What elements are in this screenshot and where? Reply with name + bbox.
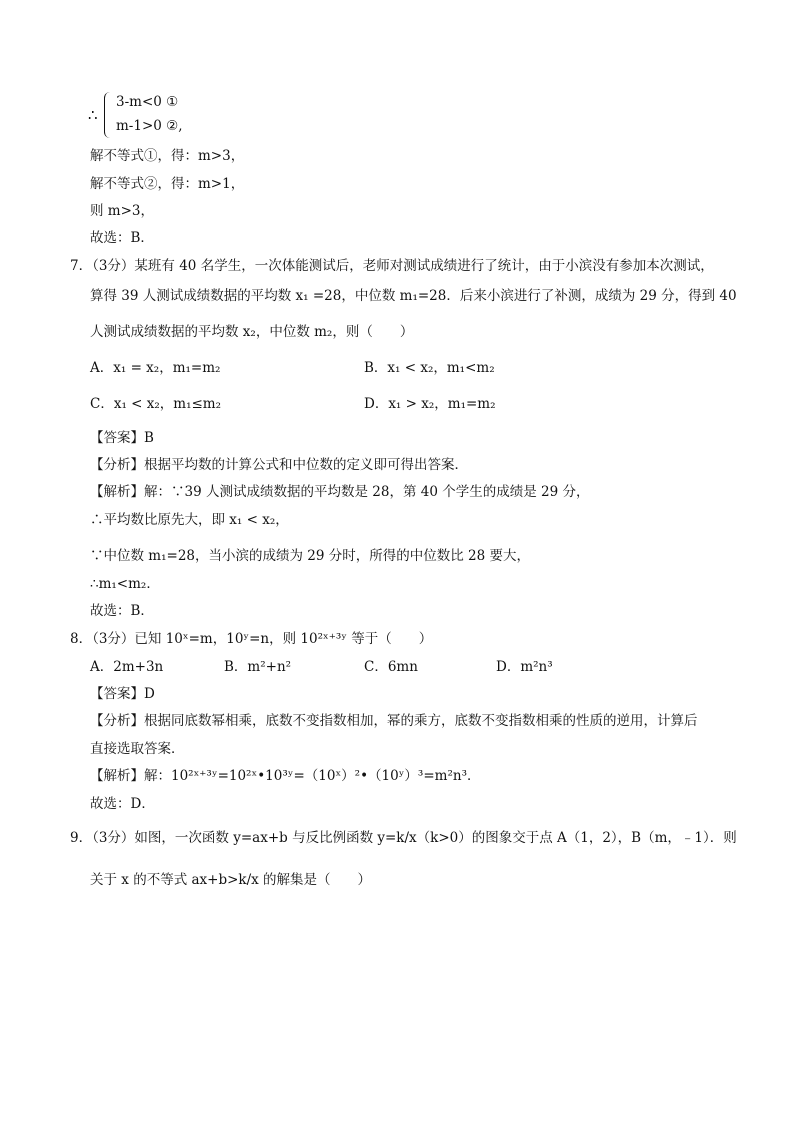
q8-option-b: B．m²+n² (224, 659, 292, 675)
system-inequality-1: 3-m<0 ① (116, 94, 179, 110)
q6-choice: 故选：B． (90, 230, 154, 246)
q8-analysis-1: 【分析】根据同底数幂相乘，底数不变指数相加，幂的乘方，底数不变指数相乘的性质的逆用，计算后 (90, 713, 698, 729)
q7-option-a: A．x₁ = x₂，m₁=m₂ (90, 360, 221, 376)
q8-option-d: D．m²n³ (496, 659, 553, 675)
q8-answer: 【答案】D (90, 686, 155, 702)
q6-step-3: 则 m>3， (90, 203, 154, 219)
q7-solution-2: ∴平均数比原先大，即 x₁ < x₂， (90, 512, 289, 528)
q8-analysis-2: 直接选取答案． (90, 741, 185, 757)
q7-solution-3: ∵中位数 m₁=28，当小滨的成绩为 29 分时，所得的中位数比 28 要大， (90, 548, 531, 564)
q6-step-1: 解不等式①，得：m>3， (90, 148, 245, 164)
q8-option-c: C．6mn (364, 659, 418, 675)
q8-choice: 故选：D． (90, 796, 155, 812)
q9-stem-line-2: 关于 x 的不等式 ax+b>k/x 的解集是（ ） (90, 872, 372, 888)
q7-stem-line-2: 算得 39 人测试成绩数据的平均数 x₁ =28，中位数 m₁=28．后来小滨进行了补测，成绩为 29 分，得到 40 (90, 288, 737, 304)
system-brace (104, 92, 113, 138)
q7-option-c: C．x₁ < x₂，m₁≤m₂ (90, 396, 222, 412)
q8-stem: 8．（3分）已知 10ˣ=m，10ʸ=n，则 10²ˣ⁺³ʸ 等于（ ） (70, 631, 433, 647)
q7-solution-1: 【解析】解：∵39 人测试成绩数据的平均数是 28，第 40 个学生的成绩是 29 分， (90, 484, 590, 500)
q8-option-a: A．2m+3n (90, 659, 164, 675)
therefore-symbol: ∴ (88, 106, 98, 124)
q6-step-2: 解不等式②，得：m>1， (90, 176, 245, 192)
q7-option-b: B．x₁ < x₂，m₁<m₂ (364, 360, 495, 376)
q7-solution-4: ∴m₁<m₂． (90, 576, 160, 592)
q7-stem-line-1: 7．（3分）某班有 40 名学生，一次体能测试后，老师对测试成绩进行了统计，由于小滨没有参加本次测试， (70, 258, 714, 274)
q7-analysis: 【分析】根据平均数的计算公式和中位数的定义即可得出答案． (90, 457, 468, 473)
q7-answer: 【答案】B (90, 430, 154, 446)
q7-choice: 故选：B． (90, 603, 154, 619)
q7-stem-line-3: 人测试成绩数据的平均数 x₂，中位数 m₂，则（ ） (90, 324, 414, 340)
q7-option-d: D．x₁ > x₂，m₁=m₂ (364, 396, 496, 412)
q8-solution: 【解析】解：10²ˣ⁺³ʸ=10²ˣ•10³ʸ=（10ˣ）²•（10ʸ）³=m²n³． (90, 768, 481, 784)
q9-stem-line-1: 9．（3分）如图，一次函数 y=ax+b 与反比例函数 y=k/x（k>0）的图象交于点 A（1，2），B（m，﹣1）．则 (70, 830, 737, 846)
system-inequality-2: m-1>0 ②, (116, 118, 183, 134)
